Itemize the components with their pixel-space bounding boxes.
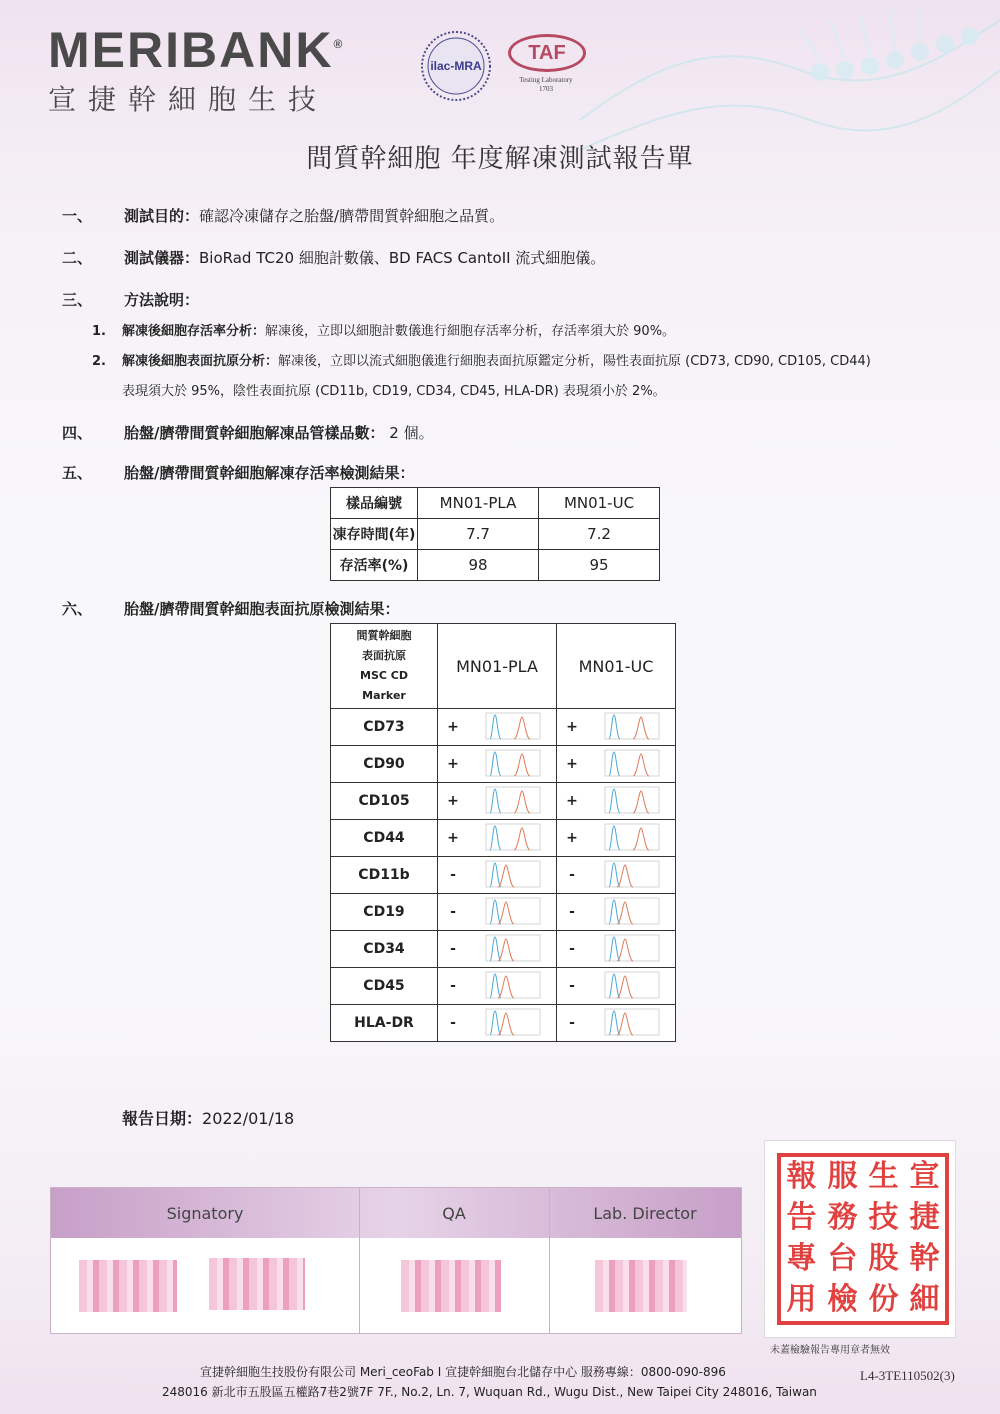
taf-number: 1703 <box>539 85 553 93</box>
pla-result: - <box>438 894 469 931</box>
table-row <box>331 519 660 550</box>
table-row <box>331 624 676 709</box>
section-5: 五、 胎盤/臍帶間質幹細胞解凍存活率檢測結果： <box>62 464 415 482</box>
seal-char: 服 <box>827 1159 858 1194</box>
pla-result: + <box>438 783 469 820</box>
director-signature-redacted <box>595 1260 687 1312</box>
table-row <box>331 931 676 968</box>
flow-histogram-icon <box>601 934 661 964</box>
document-code: L4-3TE110502(3) <box>860 1368 955 1383</box>
footer-address-line: 248016 新北市五股區五權路7巷2號7F 7F., No.2, Ln. 7, Wuquan Rd., Wugu Dist., New Taipei City 248016, Taiwan <box>162 1385 817 1399</box>
director-column <box>549 1188 741 1333</box>
section-6: 六、 胎盤/臍帶間質幹細胞表面抗原檢測結果： <box>62 600 400 618</box>
marker-name: CD19 <box>331 894 438 931</box>
pla-histogram <box>468 746 557 783</box>
section-3-item-2: 2. 解凍後細胞表面抗原分析：解凍後，立即以流式細胞儀進行細胞表面抗原鑑定分析，陽性表面抗原 (CD73, CD90, CD105, CD44) <box>92 354 871 369</box>
uc-result: - <box>557 894 588 931</box>
flow-histogram-icon <box>601 971 661 1001</box>
ilac-text: ilac-MRA <box>430 59 482 73</box>
pla-histogram <box>468 1005 557 1042</box>
signatory-signature-redacted <box>79 1260 177 1312</box>
table-row <box>331 857 676 894</box>
seal-char: 台 <box>827 1241 858 1276</box>
seal-note: 未蓋檢驗報告專用章者無效 <box>770 1345 890 1356</box>
signatory-column <box>51 1188 360 1333</box>
seal-char: 股 <box>868 1241 899 1276</box>
section-3-item-1: 1. 解凍後細胞存活率分析：解凍後，立即以細胞計數儀進行細胞存活率分析，存活率須大於 90%。 <box>92 324 676 339</box>
pla-histogram <box>468 894 557 931</box>
pla-result: - <box>438 968 469 1005</box>
uc-rate: 95 <box>539 550 660 581</box>
table-row <box>331 1005 676 1042</box>
meribank-logo: MERIBANK® 宣捷幹細胞生技 <box>48 22 345 116</box>
marker-name: CD73 <box>331 709 438 746</box>
header-rate: 存活率(%) <box>331 550 418 581</box>
marker-name: CD34 <box>331 931 438 968</box>
flow-histogram-icon <box>601 712 661 742</box>
table-row <box>331 894 676 931</box>
col-pla: MN01-PLA <box>438 624 557 709</box>
uc-years: 7.2 <box>539 519 660 550</box>
seal-char: 用 <box>786 1282 817 1317</box>
taf-logo <box>508 34 584 94</box>
marker-name: CD44 <box>331 820 438 857</box>
marker-name: HLA-DR <box>331 1005 438 1042</box>
pla-result: - <box>438 1005 469 1042</box>
section-4: 四、 胎盤/臍帶間質幹細胞解凍品管樣品數： 2 個。 <box>62 424 434 442</box>
seal-char: 份 <box>868 1282 899 1317</box>
pla-result: - <box>438 931 469 968</box>
pla-histogram <box>468 968 557 1005</box>
report-date: 報告日期：2022/01/18 <box>122 1109 295 1128</box>
qa-signature-redacted <box>401 1260 501 1312</box>
flow-histogram-icon <box>482 934 542 964</box>
pla-histogram <box>468 709 557 746</box>
seal-char: 告 <box>786 1200 817 1235</box>
col-uc: MN01-UC <box>539 488 660 519</box>
marker-corner-header: 間質幹細胞 表面抗原 MSC CD Marker <box>331 624 438 709</box>
uc-result: + <box>557 746 588 783</box>
seal-char: 檢 <box>827 1282 858 1317</box>
footer-company-line: 宣捷幹細胞生技股份有限公司 Meri_ceoFab I 宣捷幹細胞台北儲存中心 服務專線：0800-090-896 <box>200 1365 726 1379</box>
pla-histogram <box>468 783 557 820</box>
uc-result: - <box>557 1005 588 1042</box>
uc-result: + <box>557 820 588 857</box>
flow-histogram-icon <box>482 1008 542 1038</box>
viability-table <box>330 487 660 581</box>
pla-rate: 98 <box>418 550 539 581</box>
table-row <box>331 746 676 783</box>
table-row <box>331 820 676 857</box>
table-row <box>331 968 676 1005</box>
qa-label: QA <box>442 1204 466 1223</box>
pla-histogram <box>468 857 557 894</box>
seal-char: 務 <box>827 1200 858 1235</box>
flow-histogram-icon <box>482 786 542 816</box>
col-uc: MN01-UC <box>557 624 676 709</box>
uc-result: - <box>557 931 588 968</box>
seal-char: 幹 <box>909 1241 940 1276</box>
uc-histogram <box>587 931 676 968</box>
seal-char: 報 <box>786 1159 817 1194</box>
brand-zh: 宣捷幹細胞生技 <box>48 83 329 116</box>
signatory-signature-2-redacted <box>209 1258 305 1310</box>
table-row <box>331 709 676 746</box>
pla-histogram <box>468 931 557 968</box>
pla-result: + <box>438 709 469 746</box>
uc-result: + <box>557 783 588 820</box>
flow-histogram-icon <box>482 749 542 779</box>
seal-char: 捷 <box>909 1200 940 1235</box>
flow-histogram-icon <box>482 971 542 1001</box>
seal-char: 細 <box>909 1282 940 1317</box>
flow-histogram-icon <box>482 712 542 742</box>
seal-char: 生 <box>868 1159 899 1194</box>
flow-histogram-icon <box>601 1008 661 1038</box>
pla-years: 7.7 <box>418 519 539 550</box>
flow-histogram-icon <box>482 860 542 890</box>
report-title: 間質幹細胞 年度解凍測試報告單 <box>306 144 694 174</box>
col-pla: MN01-PLA <box>418 488 539 519</box>
uc-result: - <box>557 968 588 1005</box>
pla-histogram <box>468 820 557 857</box>
header-sample: 樣品編號 <box>331 488 418 519</box>
flow-histogram-icon <box>601 823 661 853</box>
seal-char: 技 <box>868 1200 899 1235</box>
flow-histogram-icon <box>601 860 661 890</box>
director-label: Lab. Director <box>593 1204 697 1223</box>
uc-histogram <box>587 783 676 820</box>
uc-histogram <box>587 820 676 857</box>
uc-result: + <box>557 709 588 746</box>
official-seal <box>764 1140 956 1338</box>
uc-histogram <box>587 857 676 894</box>
header-years: 凍存時間(年) <box>331 519 418 550</box>
signatory-label: Signatory <box>166 1204 244 1223</box>
marker-name: CD45 <box>331 968 438 1005</box>
flow-histogram-icon <box>601 786 661 816</box>
pla-result: - <box>438 857 469 894</box>
table-row <box>331 488 660 519</box>
uc-histogram <box>587 968 676 1005</box>
taf-mark: TAF <box>508 34 586 72</box>
marker-table <box>330 623 676 1042</box>
flow-histogram-icon <box>482 897 542 927</box>
table-row <box>331 783 676 820</box>
dna-helix-decoration <box>560 0 1000 230</box>
flow-histogram-icon <box>601 897 661 927</box>
uc-histogram <box>587 709 676 746</box>
seal-char: 宣 <box>909 1159 940 1194</box>
ilac-mra-logo <box>418 28 494 104</box>
taf-caption: Testing Laboratory <box>519 76 573 84</box>
signature-box <box>50 1187 742 1334</box>
marker-name: CD105 <box>331 783 438 820</box>
uc-histogram <box>587 1005 676 1042</box>
section-3: 三、 方法說明： <box>62 291 200 309</box>
brand-en: MERIBANK <box>48 22 334 78</box>
marker-name: CD11b <box>331 857 438 894</box>
flow-histogram-icon <box>482 823 542 853</box>
seal-char: 專 <box>786 1241 817 1276</box>
qa-column <box>359 1188 550 1333</box>
table-row <box>331 550 660 581</box>
flow-histogram-icon <box>601 749 661 779</box>
uc-histogram <box>587 894 676 931</box>
pla-result: + <box>438 820 469 857</box>
section-3-item-2-cont: 表現須大於 95%，陰性表面抗原 (CD11b, CD19, CD34, CD45, HLA-DR) 表現須小於 2%。 <box>122 384 666 399</box>
uc-histogram <box>587 746 676 783</box>
section-1: 一、 測試目的：確認冷凍儲存之胎盤/臍帶間質幹細胞之品質。 <box>62 207 505 225</box>
section-2: 二、 測試儀器：BioRad TC20 細胞計數儀、BD FACS CantoII 流式細胞儀。 <box>62 249 606 267</box>
marker-name: CD90 <box>331 746 438 783</box>
pla-result: + <box>438 746 469 783</box>
uc-result: - <box>557 857 588 894</box>
